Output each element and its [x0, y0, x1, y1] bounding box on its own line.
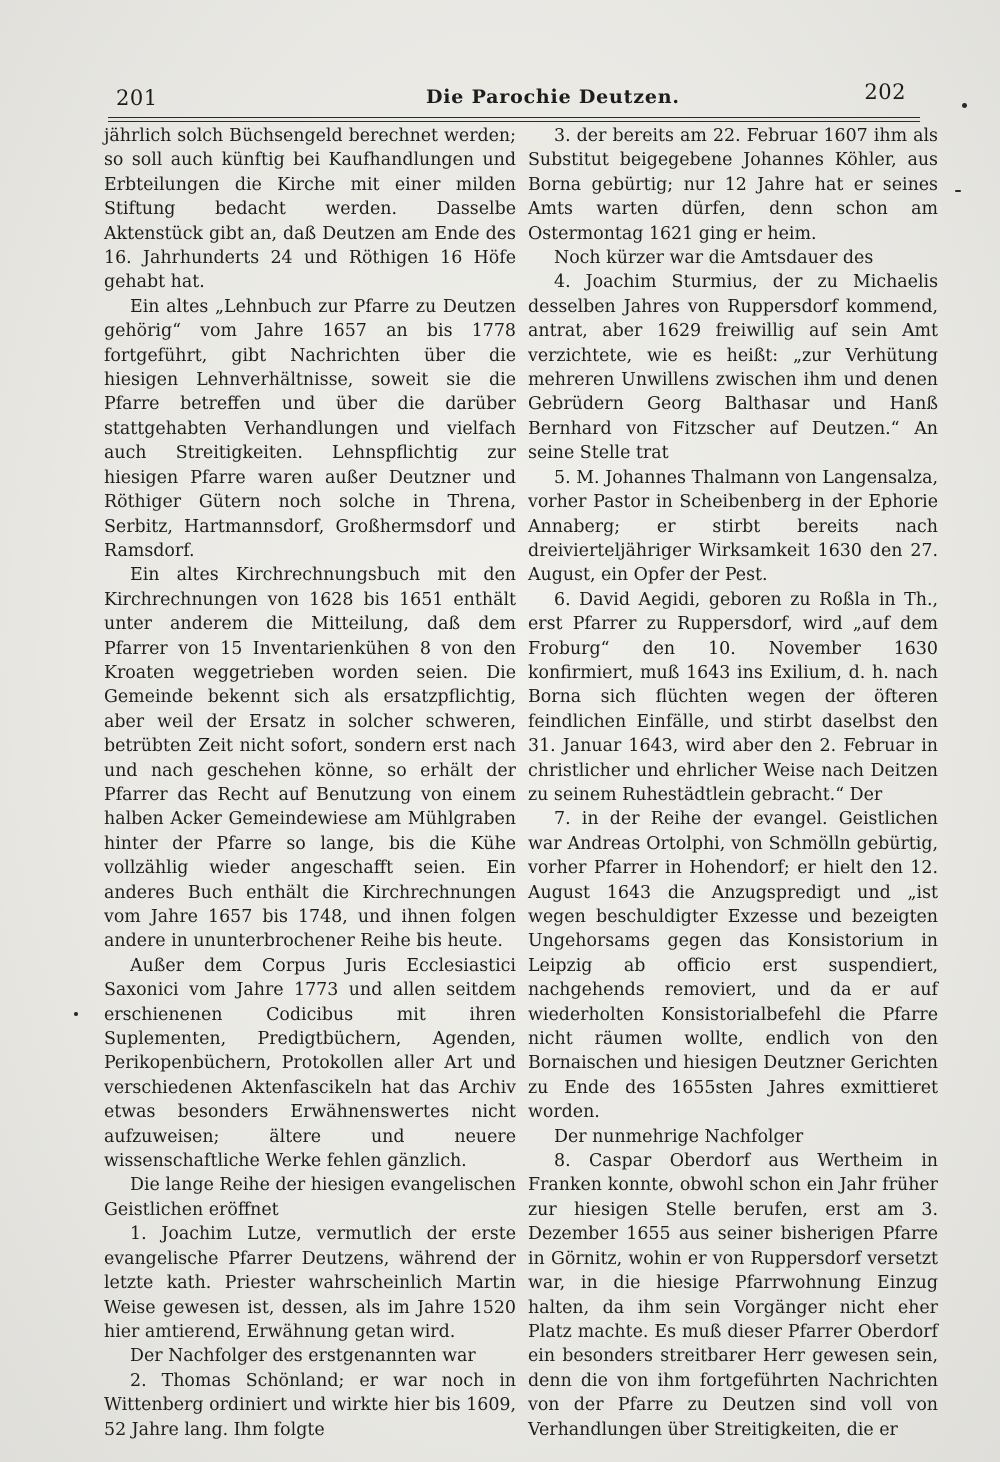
paragraph: Außer dem Corpus Juris Ecclesiastici Saxonici vom Jahre 1773 und allen seitdem erschienenen Codicibus mit ihren Suplementen, Predigtbüchern, Agenden, Perikopenbüchern, Protokollen aller Art und verschiedenen Aktenfascikeln hat das Archiv etwas besonders Erwähnenswertes nicht aufzuweisen; ältere und neuere wissenschaftliche Werke fehlen gänzlich. — [104, 955, 516, 1172]
paragraph: 4. Joachim Sturmius, der zu Michaelis desselben Jahres von Ruppersdorf kommend, antrat, aber 1629 freiwillig auf sein Amt verzichtete, wie es heißt: „zur Verhütung mehreren Unwillens zwischen ihm und denen Gebrüdern Georg Balthasar und Hanß Bernhard von Fitzscher auf Deutzen.“ An seine Stelle trat — [528, 272, 938, 464]
header-rule-top — [108, 117, 920, 118]
paragraph: Der nunmehrige Nachfolger — [554, 1126, 804, 1147]
print-speck — [955, 190, 961, 192]
paragraph: Noch kürzer war die Amtsdauer des — [554, 248, 874, 269]
paragraph: 5. M. Johannes Thalmann von Langensalza, vorher Pastor in Scheibenberg in der Ephorie Annaberg; er stirbt bereits nach dreivierteljähriger Wirksamkeit 1630 den 27. August, ein Opfer der Pest. — [528, 467, 938, 586]
left-column — [104, 124, 516, 1442]
print-speck — [962, 103, 967, 108]
page-number-right: 202 — [864, 80, 906, 104]
paragraph: Der Nachfolger des erstgenannten war — [130, 1346, 476, 1367]
paragraph: 3. der bereits am 22. Februar 1607 ihm als Substitut beigegebene Johannes Köhler, aus Borna gebürtig; nur 12 Jahre hat er seines Amts warten dürfen, denn schon am Ostermontag 1621 ging er heim. — [528, 126, 938, 244]
paragraph: 7. in der Reihe der evangel. Geistlichen war Andreas Ortolphi, von Schmölln gebürtig, vorher Pfarrer in Hohendorf; er hielt den 12. August 1643 die Anzugspredigt und „ist wegen beschuldigter Exzesse und bezeigten Ungehorsams gegen das Konsistorium in Leipzig ab officio erst suspendiert, nachgehends removiert, und da er auf wiederholten Konsistorialbefehl die Pfarre nicht räumen wollte, endlich von den Bornaischen und hiesigen Deutzner Gerichten zu Ende des 1655sten Jahres exmittieret worden. — [528, 809, 938, 1123]
paragraph: Die lange Reihe der hiesigen evangelischen Geistlichen eröffnet — [104, 1175, 516, 1220]
right-column — [528, 124, 938, 1442]
paragraph: 2. Thomas Schönland; er war noch in Wittenberg ordiniert und wirkte hier bis 1609, 52 Jahre lang. Ihm folgte — [104, 1370, 516, 1440]
paragraph: Ein altes „Lehnbuch zur Pfarre zu Deutzen gehörig“ vom Jahre 1657 an bis 1778 fortgeführt, gibt Nachrichten über die hiesigen Lehnverhältnisse, soweit sie die Pfarre betreffen und über die darüber stattgehabten Verhandlungen und vielfach auch Streitigkeiten. Lehnspflichtig zur hiesigen Pfarre waren außer Deutzner und Röthiger Gütern noch solche in Threna, Serbitz, Hartmannsdorf, Großhermsdorf und Ramsdorf. — [104, 296, 516, 561]
running-title: Die Parochie Deutzen. — [426, 86, 680, 108]
paragraph: 8. Caspar Oberdorf aus Wertheim in Franken konnte, obwohl schon ein Jahr früher zur hiesigen Stelle berufen, erst am 3. Dezember 1655 aus seiner bisherigen Pfarre in Görnitz, wohin er von Ruppersdorf versetzt war, in die hiesige Pfarrwohnung Einzug halten, da ihm sein Vorgänger nicht eher Platz machte. Es muß dieser Pfarrer Oberdorf ein besonders streitbarer Herr gewesen sein, denn die von ihm fortgeführten Nachrichten von der Pfarre zu Deutzen sind voll von Verhandlungen über Streitigkeiten, die er — [528, 1151, 938, 1440]
print-speck — [74, 1012, 78, 1016]
page-header — [100, 80, 920, 110]
paragraph: Ein altes Kirchrechnungsbuch mit den Kirchrechnungen von 1628 bis 1651 enthält unter anderem die Mitteilung, daß dem Pfarrer von 15 Inventarienkühen 8 von den Kroaten weggetrieben worden seien. Die Gemeinde bekennt sich als ersatzpflichtig, aber weil der Ersatz in solcher schweren, betrübten Zeit nicht sofort, sondern erst nach und nach geschehen könne, so erhält der Pfarrer das Recht auf Benutzung von einem halben Acker Gemeindewiese am Mühlgraben hinter der Pfarre so lange, bis die Kühe vollzählig wieder angeschafft seien. Ein anderes Buch enthält die Kirchrechnungen vom Jahre 1657 bis 1748, und ihnen folgen andere in ununterbrochener Reihe bis heute. — [104, 565, 516, 952]
page-number-left: 201 — [116, 86, 158, 110]
paragraph: jährlich solch Büchsengeld berechnet werden; so soll auch künftig bei Kaufhandlungen und Erbteilungen die Kirche mit einer milden Stiftung bedacht werden. Dasselbe Aktenstück gibt an, daß Deutzen am Ende des 16. Jahrhunderts 24 und Röthigen 16 Höfe gehabt hat. — [104, 126, 516, 293]
header-rule-bottom — [108, 121, 920, 122]
paragraph: 1. Joachim Lutze, vermutlich der erste evangelische Pfarrer Deutzens, während der letzte kath. Priester wahrscheinlich Martin Weise gewesen ist, dessen, als im Jahre 1520 hier amtierend, Erwähnung getan wird. — [104, 1224, 516, 1342]
paragraph: 6. David Aegidi, geboren zu Roßla in Th., erst Pfarrer zu Ruppersdorf, wird „auf dem Froburg“ den 10. November 1630 konfirmiert, muß 1643 ins Exilium, d. h. nach Borna sich flüchten wegen der öfteren feindlichen Einfälle, und stirbt daselbst den 31. Januar 1643, wird aber den 2. Februar in christlicher und ehrlicher Weise nach Deitzen zu seinem Ruhestädtlein gebracht.“ Der — [528, 589, 938, 805]
